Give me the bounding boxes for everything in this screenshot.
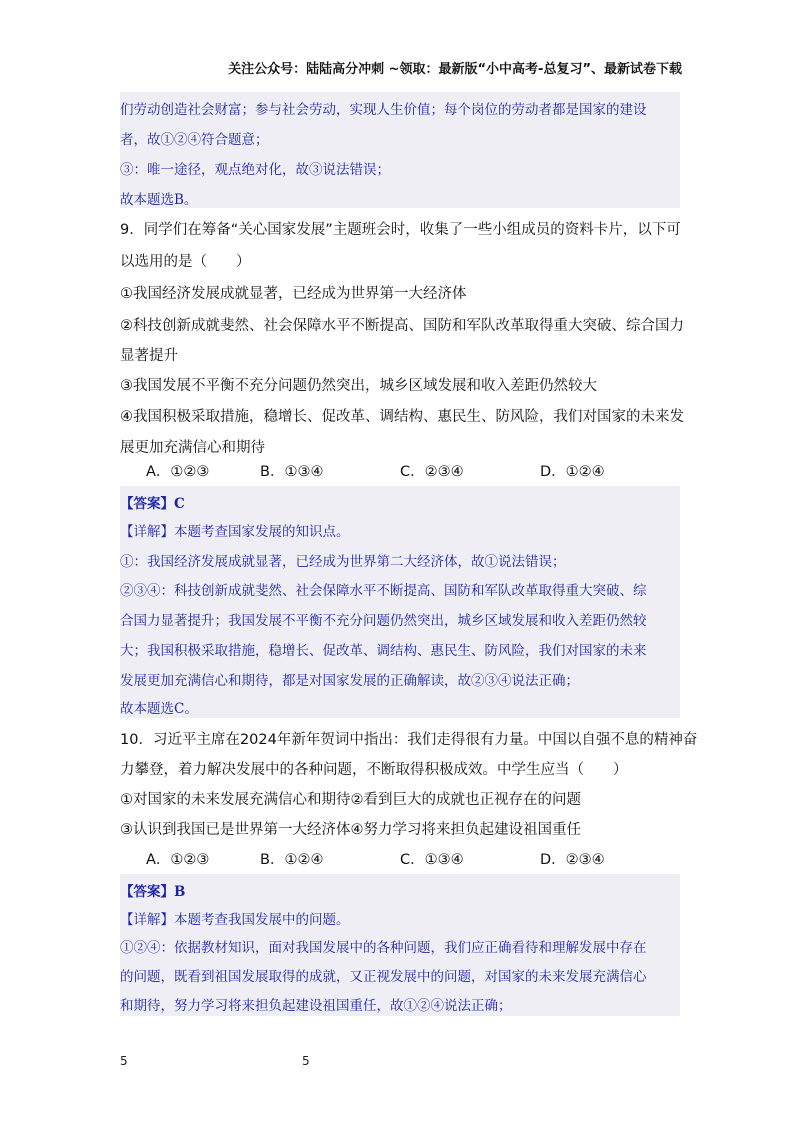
question-9-option-a: A．①②③ xyxy=(146,464,210,480)
question-9-item: ③我国发展不平衡不充分问题仍然突出，城乡区域发展和收入差距仍然较大 xyxy=(120,378,597,394)
question-9-item: ④我国积极采取措施，稳增长、促改革、调结构、惠民生、防风险，我们对国家的未来发 xyxy=(120,409,684,425)
explanation-line: 故本题选B。 xyxy=(120,192,198,208)
question-9-item: ①我国经济发展成就显著，已经成为世界第一大经济体 xyxy=(120,286,467,302)
explanation-line: 和期待，努力学习将来担负起建设祖国重任，故①②④说法正确； xyxy=(120,998,512,1014)
question-10-stem: 力攀登，着力解决发展中的各种问题，不断取得积极成效。中学生应当（ ） xyxy=(120,762,628,778)
explanation-line: 【详解】本题考查我国发展中的问题。 xyxy=(120,912,350,928)
explanation-line: 们劳动创造社会财富；参与社会劳动，实现人生价值；每个岗位的劳动者都是国家的建设 xyxy=(120,102,647,118)
question-9-item: ②科技创新成就斐然、社会保障水平不断提高、国防和军队改革取得重大突破、综合国力 xyxy=(120,318,684,334)
explanation-line: 发展更加充满信心和期待，都是对国家发展的正确解读，故②③④说法正确； xyxy=(120,673,579,689)
question-10-option-c: C．①③④ xyxy=(400,852,464,868)
question-10-option-b: B．①②④ xyxy=(260,852,324,868)
question-9-option-b: B．①③④ xyxy=(260,464,324,480)
explanation-line: 者，故①②④符合题意； xyxy=(120,132,269,148)
explanation-line: 故本题选C。 xyxy=(120,701,198,717)
question-10-stem: 10．习近平主席在2024年新年贺词中指出：我们走得很有力量。中国以自强不息的精神奋 xyxy=(120,732,698,748)
question-9-item: 显著提升 xyxy=(120,348,178,364)
question-9-answer-block xyxy=(120,486,680,718)
question-9-stem: 以选用的是（ ） xyxy=(120,254,251,270)
question-10-item: ③认识到我国已是世界第一大经济体④努力学习将来担负起建设祖国重任 xyxy=(120,822,581,838)
answer-line: 【答案】B xyxy=(120,884,186,900)
explanation-line: 合国力显著提升；我国发展不平衡不充分问题仍然突出，城乡区域发展和收入差距仍然较 xyxy=(120,613,647,629)
question-9-item: 展更加充满信心和期待 xyxy=(120,440,265,456)
question-10-item: ①对国家的未来发展充满信心和期待②看到巨大的成就也正视存在的问题 xyxy=(120,792,581,808)
explanation-line: ①②④：依据教材知识，面对我国发展中的各种问题，我们应正确看待和理解发展中存在 xyxy=(120,940,647,956)
explanation-line: 大；我国积极采取措施，稳增长、促改革、调结构、惠民生、防风险，我们对国家的未来 xyxy=(120,643,647,659)
explanation-line: ①：我国经济发展成就显著，已经成为世界第二大经济体，故①说法错误； xyxy=(120,554,566,570)
page-number-right: 5 xyxy=(302,1054,310,1068)
question-10-option-d: D．②③④ xyxy=(540,852,605,868)
answer-line: 【答案】C xyxy=(120,496,185,512)
explanation-block-continued xyxy=(120,92,680,208)
question-10-answer-block xyxy=(120,874,680,1016)
question-10-option-a: A．①②③ xyxy=(146,852,210,868)
page-number-left: 5 xyxy=(120,1054,128,1068)
page-header: 关注公众号：陆陆高分冲刺 ~领取：最新版“小中高考-总复习”、最新试卷下载 xyxy=(228,62,682,77)
explanation-line: 【详解】本题考查国家发展的知识点。 xyxy=(120,524,350,540)
explanation-line: ③：唯一途径，观点绝对化，故③说法错误； xyxy=(120,162,390,178)
question-9-option-c: C．②③④ xyxy=(400,464,464,480)
question-9-option-d: D．①②④ xyxy=(540,464,605,480)
explanation-line: ②③④：科技创新成就斐然、社会保障水平不断提高、国防和军队改革取得重大突破、综 xyxy=(120,583,647,599)
explanation-line: 的问题，既看到祖国发展取得的成就，又正视发展中的问题，对国家的未来发展充满信心 xyxy=(120,969,647,985)
question-9-stem: 9．同学们在筹备“关心国家发展”主题班会时，收集了一些小组成员的资料卡片，以下可 xyxy=(120,222,681,238)
